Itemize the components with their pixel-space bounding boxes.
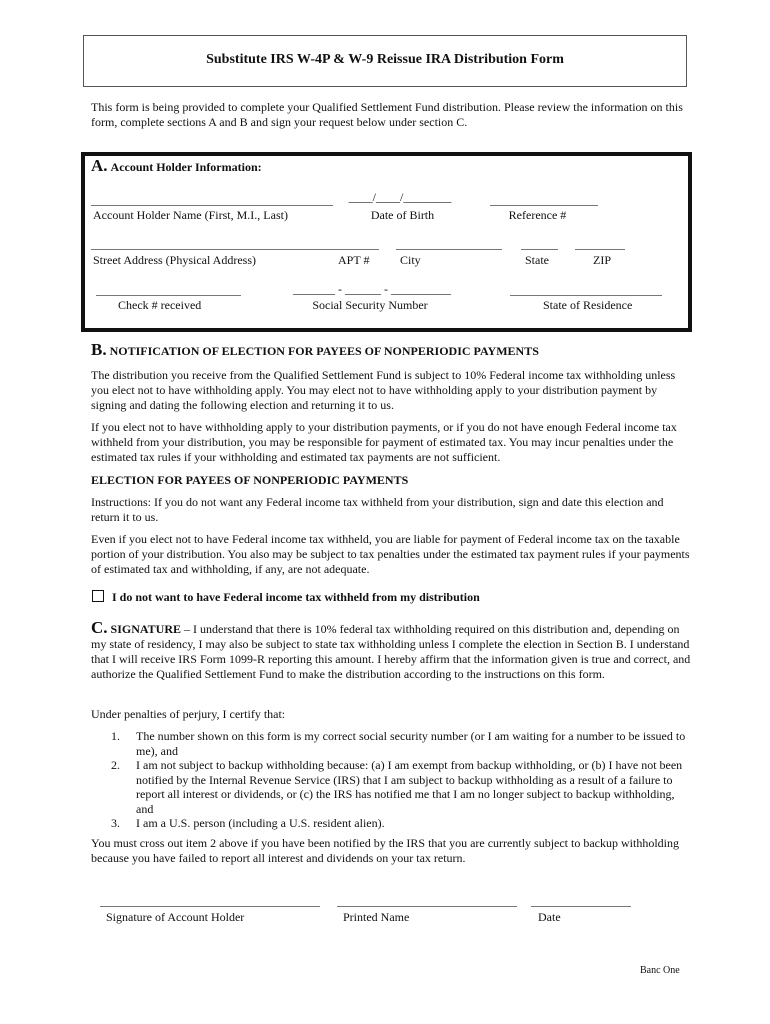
- perjury-statement: Under penalties of perjury, I certify that:: [91, 707, 286, 721]
- state-field[interactable]: [521, 249, 558, 250]
- section-c-text: – I understand that there is 10% federal tax withholding required on this distribution and, depending on my state of residency, I may also be subject to state tax withholding unless I complete the election in Section B. I understand that I will receive IRS Form 1099-R reporting this amount. I hereby affirm that the information given is true and correct, and authorize the Qualified Settlement Fund to make the distribution according to the instructions on this form.: [91, 622, 691, 681]
- printed-name-label: Printed Name: [343, 910, 410, 924]
- cross-out-instructions: You must cross out item 2 above if you have been notified by the IRS that you are currently subject to backup withholding because you have failed to report all interest and dividends on your tax return.: [91, 836, 680, 865]
- date-of-birth-field[interactable]: ____/____/________: [348, 190, 452, 204]
- no-withholding-checkbox[interactable]: [92, 590, 104, 602]
- street-address-label: Street Address (Physical Address): [93, 253, 256, 267]
- form-title-box: [83, 35, 687, 87]
- certification-item: 1. The number shown on this form is my correct social security number (or I am waiting for a number to be issued to me), and: [111, 729, 686, 758]
- ssn-label: Social Security Number: [312, 298, 428, 312]
- form-title: Substitute IRS W-4P & W-9 Reissue IRA Distribution Form: [206, 52, 564, 67]
- footer-brand: Banc One: [640, 965, 680, 976]
- section-b-paragraph-1: The distribution you receive from the Qualified Settlement Fund is subject to 10% Federal income tax withholding unless you elect not to have withholding apply. You may elect not to have withholding apply to your distribution payment by signing and dating the following election and returning it to us.: [91, 368, 676, 412]
- certification-item: 3. I am a U.S. person (including a U.S. resident alien).: [111, 816, 385, 830]
- date-field[interactable]: [531, 906, 631, 907]
- ssn-field[interactable]: _______ - ______ - __________: [293, 282, 451, 296]
- section-c-paragraph: [91, 620, 691, 682]
- state-label: State: [525, 253, 549, 267]
- city-field[interactable]: [396, 249, 502, 250]
- reference-field[interactable]: [490, 205, 598, 206]
- account-holder-name-label: Account Holder Name (First, M.I., Last): [93, 208, 288, 222]
- state-of-residence-field[interactable]: [510, 295, 662, 296]
- date-of-birth-label: Date of Birth: [370, 208, 435, 222]
- street-address-field[interactable]: [91, 249, 379, 250]
- section-c-heading: SIGNATURE: [110, 622, 181, 636]
- certification-list: [91, 729, 691, 831]
- section-b-paragraph-4: Even if you elect not to have Federal income tax withheld, you are liable for payment of Federal income tax on the taxable portion of your distribution. You also may be subject to tax penalties under the estimated tax payment rules if your payments of estimated tax and withholding, if any, are not adequate.: [91, 532, 690, 576]
- check-received-label: Check # received: [118, 298, 202, 312]
- intro-text: This form is being provided to complete your Qualified Settlement Fund distribution. Please review the information on this form, complete sections A and B and sign your request below under section C.: [91, 100, 683, 129]
- printed-name-field[interactable]: [337, 906, 517, 907]
- section-c-letter: C.: [91, 618, 108, 637]
- apt-label: APT #: [338, 253, 370, 267]
- section-b-paragraph-2: If you elect not to have withholding apply to your distribution payments, or if you do not have enough Federal income tax withheld from your distribution, you may be responsible for payment of estimated tax. You may incur penalties under the estimated tax rules if your withholding and estimated tax payments are not sufficient.: [91, 420, 677, 464]
- account-holder-name-field[interactable]: [91, 205, 333, 206]
- zip-field[interactable]: [575, 249, 625, 250]
- check-received-field[interactable]: [96, 295, 241, 296]
- zip-label: ZIP: [593, 253, 611, 267]
- election-subheading: ELECTION FOR PAYEES OF NONPERIODIC PAYMENTS: [91, 473, 409, 487]
- certification-item: 2. I am not subject to backup withholding because: (a) I am exempt from backup withholding, or (b) I have not been notified by the Internal Revenue Service (IRS) that I am subject to backup withholding as a result of a failure to report all interest or dividends, or (c) the IRS has notified me that I am no longer subject to backup withholding, and: [111, 758, 683, 816]
- signature-field[interactable]: [100, 906, 320, 907]
- reference-label: Reference #: [508, 208, 567, 222]
- section-b-instructions: Instructions: If you do not want any Federal income tax withheld from your distribution, sign and date this election and return it to us.: [91, 495, 664, 524]
- section-b-heading: B. NOTIFICATION OF ELECTION FOR PAYEES OF NONPERIODIC PAYMENTS: [91, 340, 539, 359]
- city-label: City: [400, 253, 421, 267]
- section-a-heading: A. Account Holder Information:: [91, 156, 262, 175]
- signature-label: Signature of Account Holder: [106, 910, 245, 924]
- date-label: Date: [538, 910, 561, 924]
- no-withholding-label: I do not want to have Federal income tax withheld from my distribution: [112, 590, 480, 604]
- state-of-residence-label: State of Residence: [543, 298, 633, 312]
